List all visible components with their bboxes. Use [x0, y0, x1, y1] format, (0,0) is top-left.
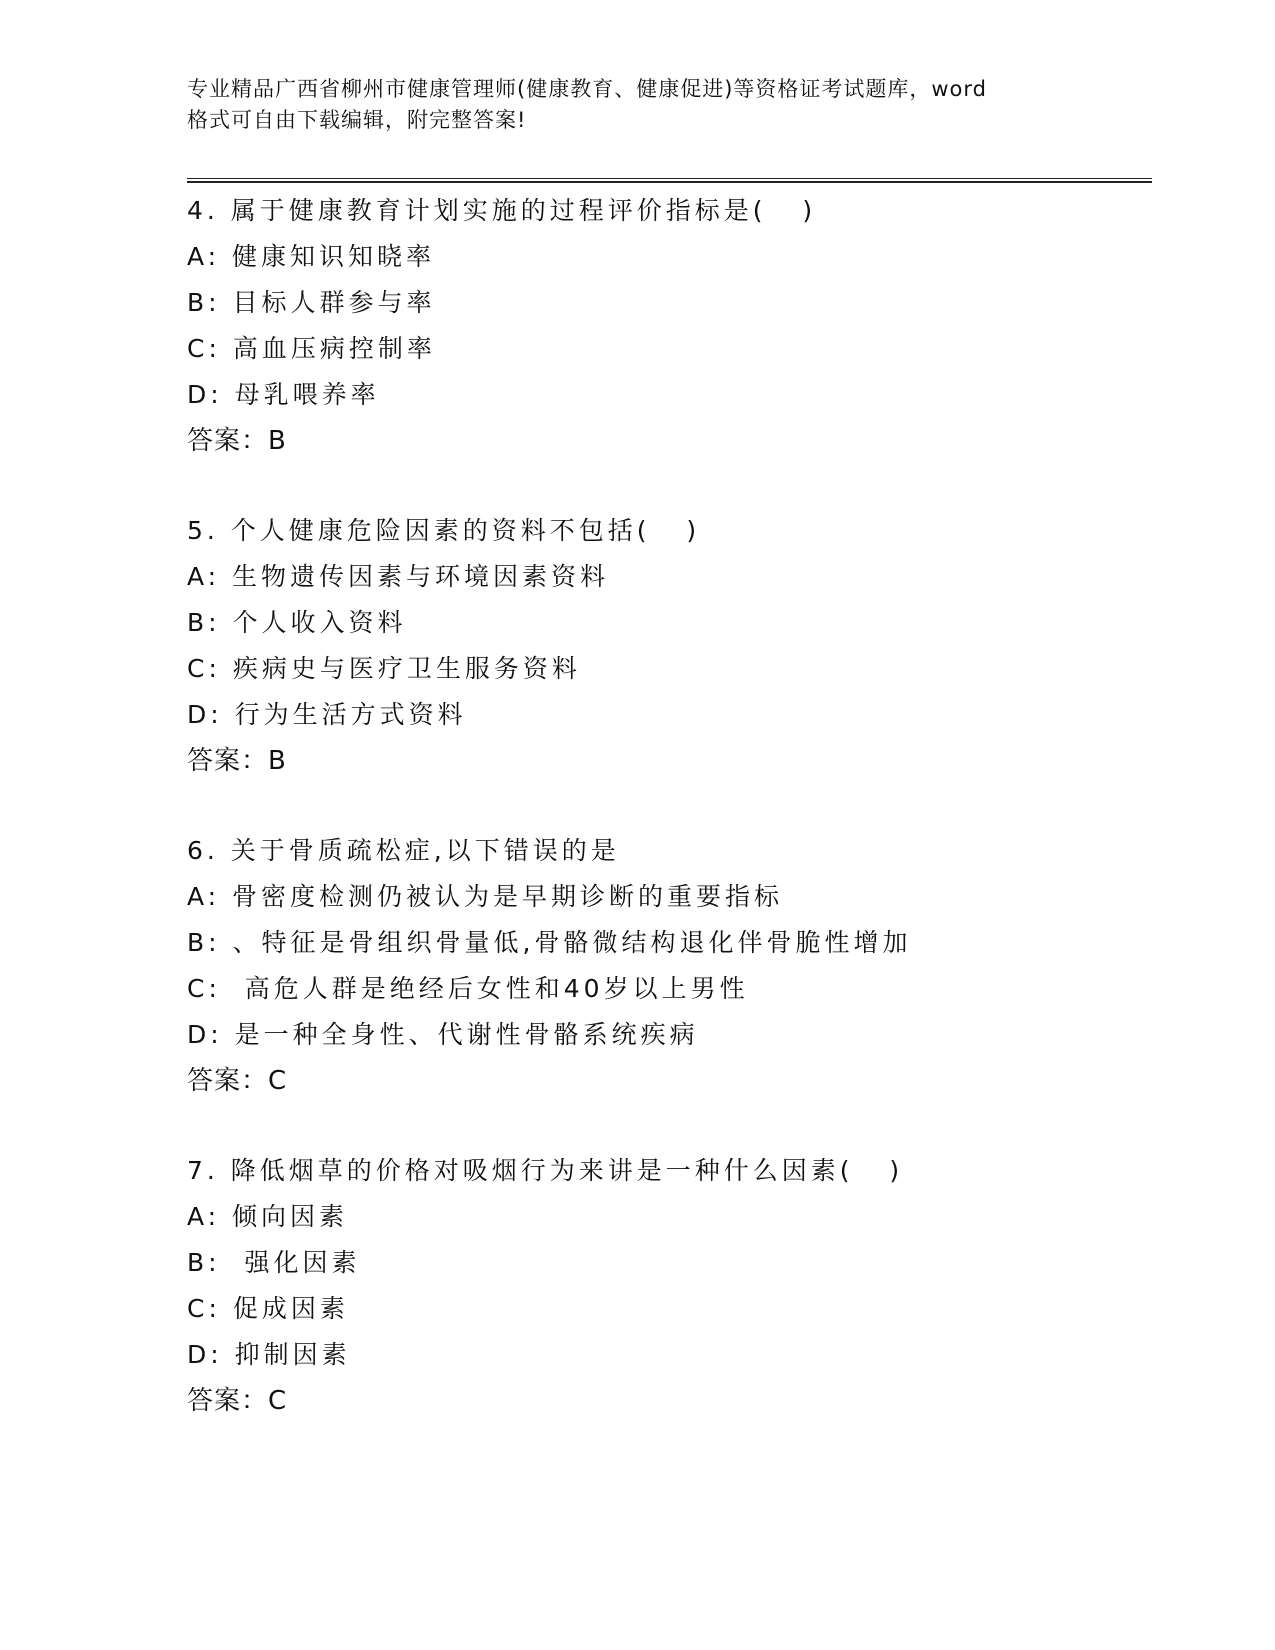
option-c: C: 高危人群是绝经后女性和40岁以上男性 — [187, 974, 749, 1003]
option-d: D: 抑制因素 — [187, 1340, 351, 1369]
answer-line: 答案：C — [187, 1066, 288, 1096]
question-stem: 5. 个人健康危险因素的资料不包括( ) — [187, 516, 701, 545]
option-d: D: 母乳喂养率 — [187, 380, 380, 409]
option-c: C: 疾病史与医疗卫生服务资料 — [187, 654, 581, 683]
option-c: C: 促成因素 — [187, 1294, 349, 1323]
option-c: C: 高血压病控制率 — [187, 334, 436, 363]
option-b: B: 个人收入资料 — [187, 608, 407, 637]
question-6 — [187, 828, 1152, 1104]
question-5 — [187, 508, 1152, 784]
option-d: D: 是一种全身性、代谢性骨骼系统疾病 — [187, 1020, 699, 1049]
header-line-2: 格式可自由下载编辑，附完整答案! — [187, 108, 527, 132]
header-divider-thin — [187, 178, 1152, 179]
question-stem: 6. 关于骨质疏松症,以下错误的是 — [187, 836, 620, 865]
question-7 — [187, 1148, 1152, 1424]
option-a: A: 倾向因素 — [187, 1202, 349, 1231]
option-a: A: 骨密度检测仍被认为是早期诊断的重要指标 — [187, 882, 784, 911]
question-list — [187, 188, 1152, 1468]
header-line-1: 专业精品广西省柳州市健康管理师(健康教育、健康促进)等资格证考试题库，word — [187, 77, 988, 101]
answer-line: 答案：B — [187, 746, 287, 776]
option-a: A: 生物遗传因素与环境因素资料 — [187, 562, 610, 591]
option-d: D: 行为生活方式资料 — [187, 700, 467, 729]
header-divider-thick — [187, 181, 1152, 183]
document-header — [187, 74, 1087, 136]
option-a: A: 健康知识知晓率 — [187, 242, 436, 271]
question-stem: 4. 属于健康教育计划实施的过程评价指标是( ) — [187, 196, 817, 225]
question-4 — [187, 188, 1152, 464]
option-b: B: 目标人群参与率 — [187, 288, 436, 317]
answer-line: 答案：B — [187, 426, 287, 456]
option-b: B: 、特征是骨组织骨量低,骨骼微结构退化伴骨脆性增加 — [187, 928, 912, 957]
option-b: B: 强化因素 — [187, 1248, 361, 1277]
question-stem: 7. 降低烟草的价格对吸烟行为来讲是一种什么因素( ) — [187, 1156, 904, 1185]
answer-line: 答案：C — [187, 1386, 288, 1416]
